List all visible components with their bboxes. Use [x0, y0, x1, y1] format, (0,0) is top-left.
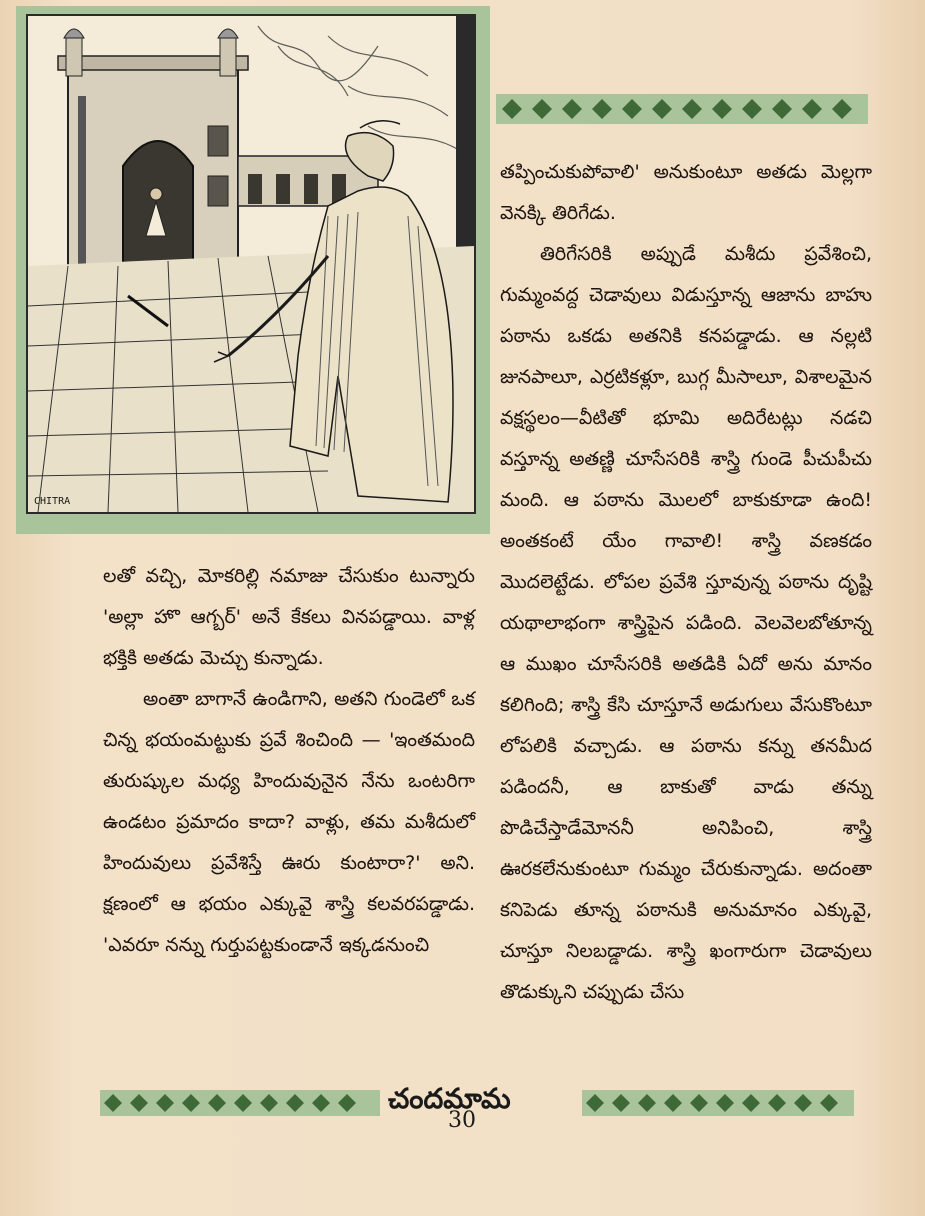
paragraph: లతో వచ్చి, మోకరిల్లి నమాజు చేసుకుం టున్నారు 'అల్లా హొ ఆగ్బర్' అనే కేకలు వినపడ్డాయి. వాళ్ల భక్తికి అతడు మెచ్చు కున్నాడు.	[103, 565, 475, 669]
paragraph: తప్పించుకుపోవాలి' అనుకుంటూ అతడు మెల్లగా వెనక్కి తిరిగేడు.	[500, 161, 872, 224]
artist-signature: CHITRA	[34, 496, 71, 507]
illustration	[26, 14, 476, 514]
mosque-scene-illustration	[28, 16, 474, 512]
decorative-border-footer-left	[100, 1090, 380, 1116]
magazine-title: చందమామ	[388, 1082, 511, 1115]
ornament-band	[582, 1090, 854, 1116]
decorative-border-footer-right	[582, 1090, 854, 1116]
paragraph: అంతా బాగానే ఉండిగాని, అతని గుండెలో ఒక చిన్న భయంమట్టుకు ప్రవే శించింది — 'ఇంతమంది తురుష్కుల మధ్య హిందువునైన నేను ఒంటరిగా ఉండటం ప్రమాదం కాదా? వాళ్లు, తమ మశీదులో హిందువులు ప్రవేశిస్తే ఊరు కుంటారా?' అని. క్షణంలో ఆ భయం ఎక్కువై శాస్త్రి కలవరపడ్డాడు. 'ఎవరూ నన్ను గుర్తుపట్టకుండానే ఇక్కడనుంచి	[103, 688, 475, 956]
ornament-band	[100, 1090, 380, 1116]
ornament-band	[496, 94, 868, 124]
right-text-column	[500, 152, 872, 1013]
left-text-column	[103, 556, 475, 966]
paragraph: తిరిగేసరికి అప్పుడే మశీదు ప్రవేశించి, గుమ్మంవద్ద చెడావులు విడుస్తూన్న ఆజాను బాహు పఠాను ఒకడు అతనికి కనపడ్డాడు. ఆ నల్లటి జునపాలూ, ఎర్రటికళ్లూ, బుగ్గ మీసాలూ, విశాలమైన వక్షస్థలం—వీటితో భూమి అదిరేటట్లు నడచి వస్తూన్న అతణ్ణి చూసేసరికి శాస్త్రి గుండె పీచుపీచు మంది. ఆ పఠాను మొలలో బాకుకూడా ఉంది! అంతకంటే యేం గావాలి! శాస్త్రి వణకడం మొదలెట్టేడు. లోపల ప్రవేశి స్తూవున్న పఠాను దృష్టి యథాలాభంగా శాస్త్రిపైన పడింది. వెలవెలబోతూన్న ఆ ముఖం చూసేసరికి అతడికి ఏదో అను మానం కలిగింది; శాస్త్రి కేసి చూస్తూనే అడుగులు వేసుకొంటూ లోపలికి వచ్చాడు. ఆ పఠాను కన్ను తనమీద పడిందనీ, ఆ బాకుతో వాడు తన్ను పొడిచేస్తాడేమోననీ అనిపించి, శాస్త్రి ఊరకలేనుకుంటూ గుమ్మం చేరుకున్నాడు. అదంతా కనిపెడు తూన్న పఠానుకి అనుమానం ఎక్కువై, చూస్తూ నిలబడ్డాడు. శాస్త్రి ఖంగారుగా చెడావులు తొడుక్కుని చప్పుడు చేసు	[500, 243, 872, 1003]
page-number: 30	[448, 1108, 476, 1133]
decorative-border-top	[496, 94, 868, 124]
